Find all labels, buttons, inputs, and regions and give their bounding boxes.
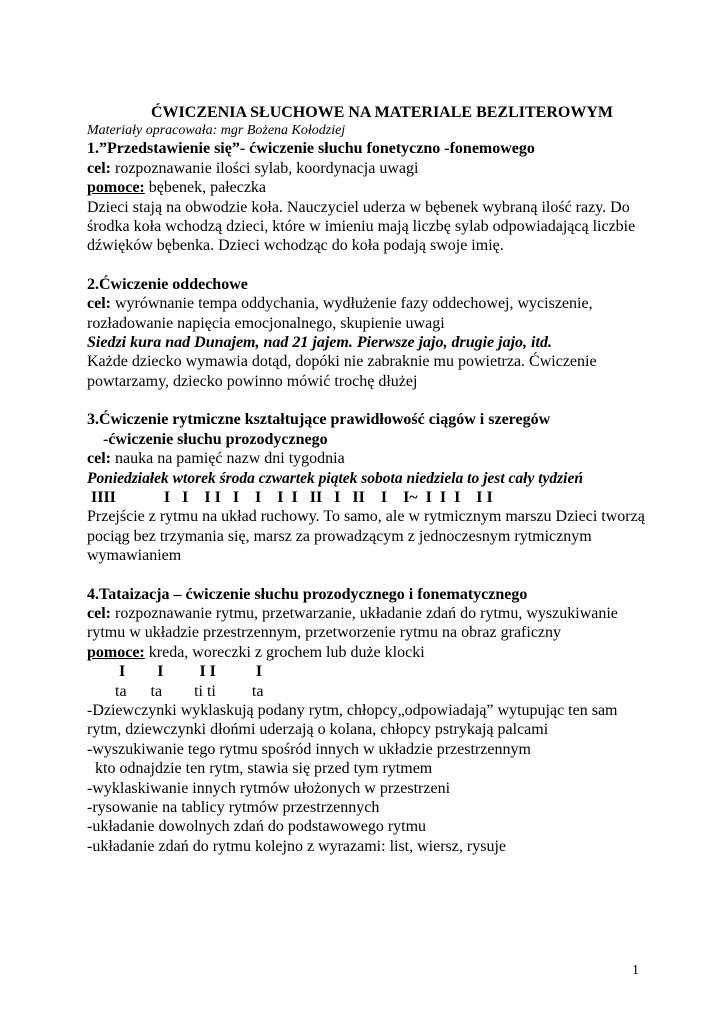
section-4-line: -Dziewczynki wyklaskują podany rytm, chłopcy„odpowiadają” wytupując ten sam rytm, dziewczynki dłońmi uderzają o kolana, chłopcy pstrykają palcami bbox=[87, 701, 618, 739]
page-number: 1 bbox=[632, 963, 639, 978]
goal-text: nauka na pamięć nazw dni tygodnia bbox=[110, 450, 345, 468]
aids-text: kreda, woreczki z grochem lub duże klocki bbox=[144, 643, 425, 661]
section-3-goal bbox=[87, 449, 647, 468]
section-3-subheading: -ćwiczenie słuchu prozodycznego bbox=[103, 430, 328, 448]
author-line: Materiały opracowała: mgr Bożena Kołodziej bbox=[87, 123, 346, 139]
document-title: ĆWICZENIA SŁUCHOWE NA MATERIALE BEZLITEROWYM bbox=[150, 104, 613, 121]
section-4-syllables: ta ta ti ti ta bbox=[87, 682, 264, 700]
section-1-goal bbox=[87, 159, 647, 178]
section-4-heading: 4.Tataizacja – ćwiczenie słuchu prozodycznego i fonematycznego bbox=[87, 585, 528, 603]
section-4-line: -układanie dowolnych zdań do podstawowego rytmu bbox=[87, 818, 427, 836]
section-3-text: Przejście z rytmu na układ ruchowy. To samo, ale w rytmicznym marszu Dzieci tworzą pociąg bez trzymania się, marsz za prowadzącym z jednoczesnym rytmicznym wymawianiem bbox=[87, 508, 645, 565]
section-2-goal bbox=[87, 294, 647, 333]
section-4-rhythm: I I I I I bbox=[87, 663, 263, 681]
document-page bbox=[87, 103, 647, 856]
section-4-line: -wyklaskiwanie innych rytmów ułożonych w przestrzeni bbox=[87, 779, 451, 797]
section-1-text: Dzieci stają na obwodzie koła. Nauczyciel uderza w bębenek wybraną ilość razy. Do środka koła wchodzą dzieci, które w imieniu mają liczbę sylab odpowiadającą liczbie dźwięków bębenka. Dzieci wchodząc do koła podają swoje imię. bbox=[87, 198, 636, 255]
section-4-line: kto odnajdzie ten rytm, stawia się przed tym rytmem bbox=[87, 760, 433, 778]
section-2-rhyme: Siedzi kura nad Dunajem, nad 21 jajem. Pierwsze jajo, drugie jajo, itd. bbox=[87, 334, 552, 352]
section-4-line: -rysowanie na tablicy rytmów przestrzennych bbox=[87, 799, 380, 816]
section-2-heading: 2.Ćwiczenie oddechowe bbox=[87, 275, 248, 293]
goal-label: cel: bbox=[87, 450, 111, 468]
section-2-text: Każde dziecko wymawia dotąd, dopóki nie zabraknie mu powietrza. Ćwiczenie powtarzamy, dziecko powinno mówić trochę dłużej bbox=[87, 353, 597, 390]
section-1-aids bbox=[87, 178, 647, 197]
goal-text: rozpoznawanie ilości sylab, koordynacja uwagi bbox=[110, 159, 419, 177]
section-3-rhyme: Poniedziałek wtorek środa czwartek piątek sobota niedziela to jest cały tydzień bbox=[87, 469, 583, 487]
goal-text: wyrównanie tempa oddychania, wydłużenie fazy oddechowej, wyciszenie, rozładowanie napięcia emocjonalnego, skupienie uwagi bbox=[87, 295, 593, 332]
section-3-heading: 3.Ćwiczenie rytmiczne kształtujące prawidłowość ciągów i szeregów bbox=[87, 411, 551, 429]
goal-label: cel: bbox=[87, 159, 111, 177]
goal-label: cel: bbox=[87, 604, 111, 622]
section-4-line: -układanie zdań do rytmu kolejno z wyrazami: list, wiersz, rysuje bbox=[87, 837, 506, 855]
aids-label: pomoce: bbox=[87, 643, 145, 661]
goal-label: cel: bbox=[87, 295, 111, 313]
section-4-goal bbox=[87, 604, 647, 643]
section-1-heading: 1.”Przedstawienie się”- ćwiczenie słuchu fonetyczno -fonemowego bbox=[87, 140, 535, 158]
aids-text: bębenek, pałeczka bbox=[144, 179, 267, 197]
aids-label: pomoce: bbox=[87, 179, 145, 197]
section-4-line: -wyszukiwanie tego rytmu spośród innych w układzie przestrzennym bbox=[87, 740, 531, 758]
goal-text: rozpoznawanie rytmu, przetwarzanie, układanie zdań do rytmu, wyszukiwanie rytmu w układzie przestrzennym, przetworzenie rytmu na obraz graficzny bbox=[87, 604, 618, 642]
section-4-aids bbox=[87, 643, 647, 662]
section-3-rhythm: IIII I I I I I I I I II I II I I~ I I I I I bbox=[87, 488, 493, 506]
